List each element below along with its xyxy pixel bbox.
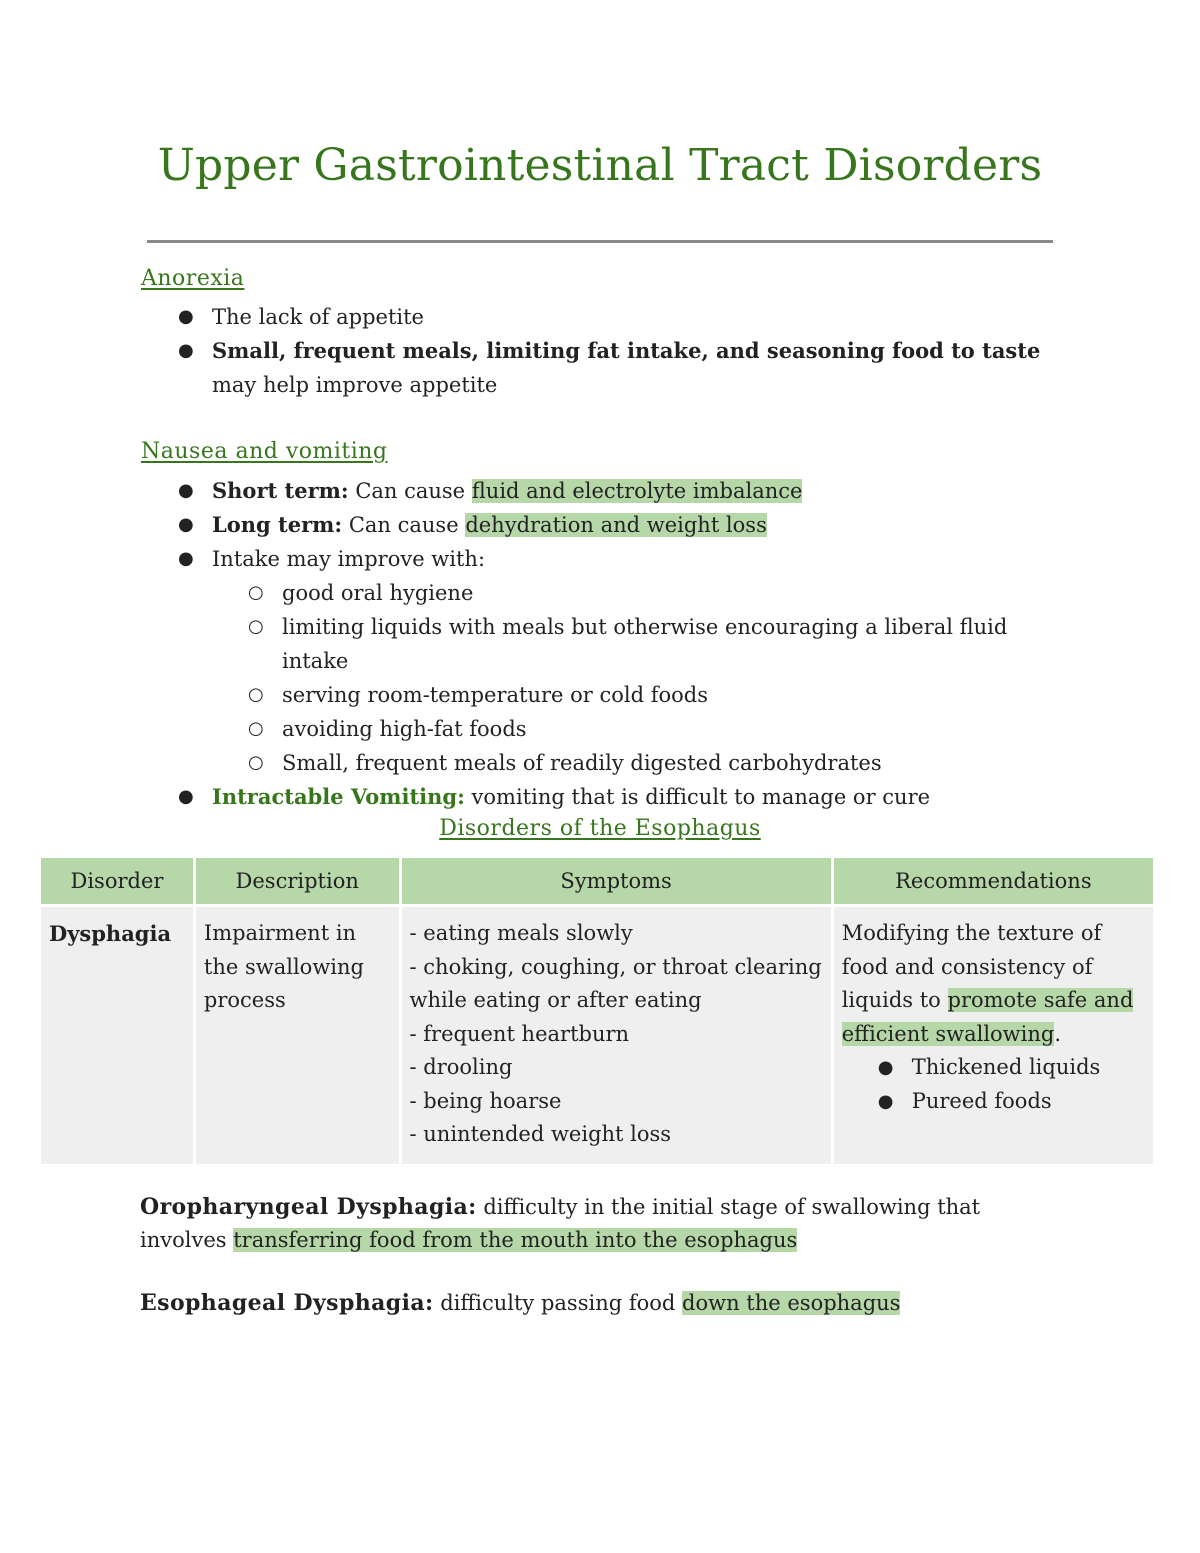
hollow-bullet-icon: ○ [248, 752, 264, 773]
esophagus-table-title: Disorders of the Esophagus [439, 816, 761, 841]
table-header-row [40, 857, 1155, 906]
column-header: Recommendations [832, 857, 1154, 906]
list-item: ● Thickened liquids [842, 1051, 1145, 1085]
list-item: ● Short term: Can cause fluid and electrolyte imbalance [0, 474, 1200, 508]
list-item: ● Intractable Vomiting: vomiting that is difficult to manage or cure [0, 780, 1200, 814]
bullet-icon: ● [178, 514, 194, 535]
hollow-bullet-icon: ○ [248, 718, 264, 739]
recommendations-cell: Modifying the texture of food and consistency of liquids to promote safe and efficient swallowing. ● Thickened liquids ● Pureed foods [832, 906, 1154, 1166]
highlight: transferring food from the mouth into the esophagus [233, 1228, 798, 1252]
list-item: ● Long term: Can cause dehydration and weight loss [0, 508, 1200, 542]
highlight: down the esophagus [682, 1291, 901, 1315]
list-item: ● Pureed foods [842, 1085, 1145, 1119]
bullet-icon: ● [178, 786, 194, 807]
disorder-cell: Dysphagia [40, 906, 195, 1166]
bullet-icon: ● [178, 480, 194, 501]
list-item: ● The lack of appetite [0, 300, 1200, 334]
sub-list-item: ○ serving room-temperature or cold foods [0, 678, 1200, 712]
bullet-icon: ● [178, 306, 194, 327]
bullet-icon: ● [877, 1057, 894, 1078]
list-item: ● Small, frequent meals, limiting fat intake, and seasoning food to taste may help improve appetite [0, 334, 1200, 402]
sub-list-item: ○ good oral hygiene [0, 576, 1200, 610]
hollow-bullet-icon: ○ [248, 582, 264, 603]
symptoms-cell: - eating meals slowly - choking, coughing, or throat clearing while eating or after eating - frequent heartburn - drooling - being hoarse - unintended weight loss [400, 906, 832, 1166]
highlight: fluid and electrolyte imbalance [471, 479, 803, 503]
anorexia-list [0, 300, 1200, 402]
oropharyngeal-definition: Oropharyngeal Dysphagia: difficulty in the initial stage of swallowing that involves transferring food from the mouth into the esophagus [140, 1194, 981, 1252]
esophagus-table [38, 855, 1156, 1167]
highlight: dehydration and weight loss [465, 513, 767, 537]
title-divider [147, 240, 1053, 243]
list-item: ● Intake may improve with: [0, 542, 1200, 576]
recommendation-list [842, 1051, 1145, 1118]
sub-list-item: ○ Small, frequent meals of readily digested carbohydrates [0, 746, 1200, 780]
column-header: Disorder [40, 857, 195, 906]
column-header: Symptoms [400, 857, 832, 906]
description-cell: Impairment in the swallowing process [194, 906, 400, 1166]
table-row [40, 906, 1155, 1166]
column-header: Description [194, 857, 400, 906]
highlight: promote safe and efficient swallowing [841, 988, 1134, 1046]
anorexia-heading: Anorexia [141, 266, 245, 291]
nausea-list [0, 474, 1200, 814]
bullet-icon: ● [877, 1090, 894, 1112]
nausea-heading: Nausea and vomiting [141, 439, 388, 464]
sub-list-item: ○ avoiding high-fat foods [0, 712, 1200, 746]
hollow-bullet-icon: ○ [248, 616, 264, 637]
page-title: Upper Gastrointestinal Tract Disorders [157, 140, 1043, 191]
esophageal-definition: Esophageal Dysphagia: difficulty passing food down the esophagus [140, 1290, 901, 1316]
bullet-icon: ● [178, 340, 194, 361]
bullet-icon: ● [178, 548, 194, 569]
hollow-bullet-icon: ○ [248, 684, 264, 705]
sub-list-item: ○ limiting liquids with meals but otherwise encouraging a liberal fluid intake [0, 610, 1200, 678]
